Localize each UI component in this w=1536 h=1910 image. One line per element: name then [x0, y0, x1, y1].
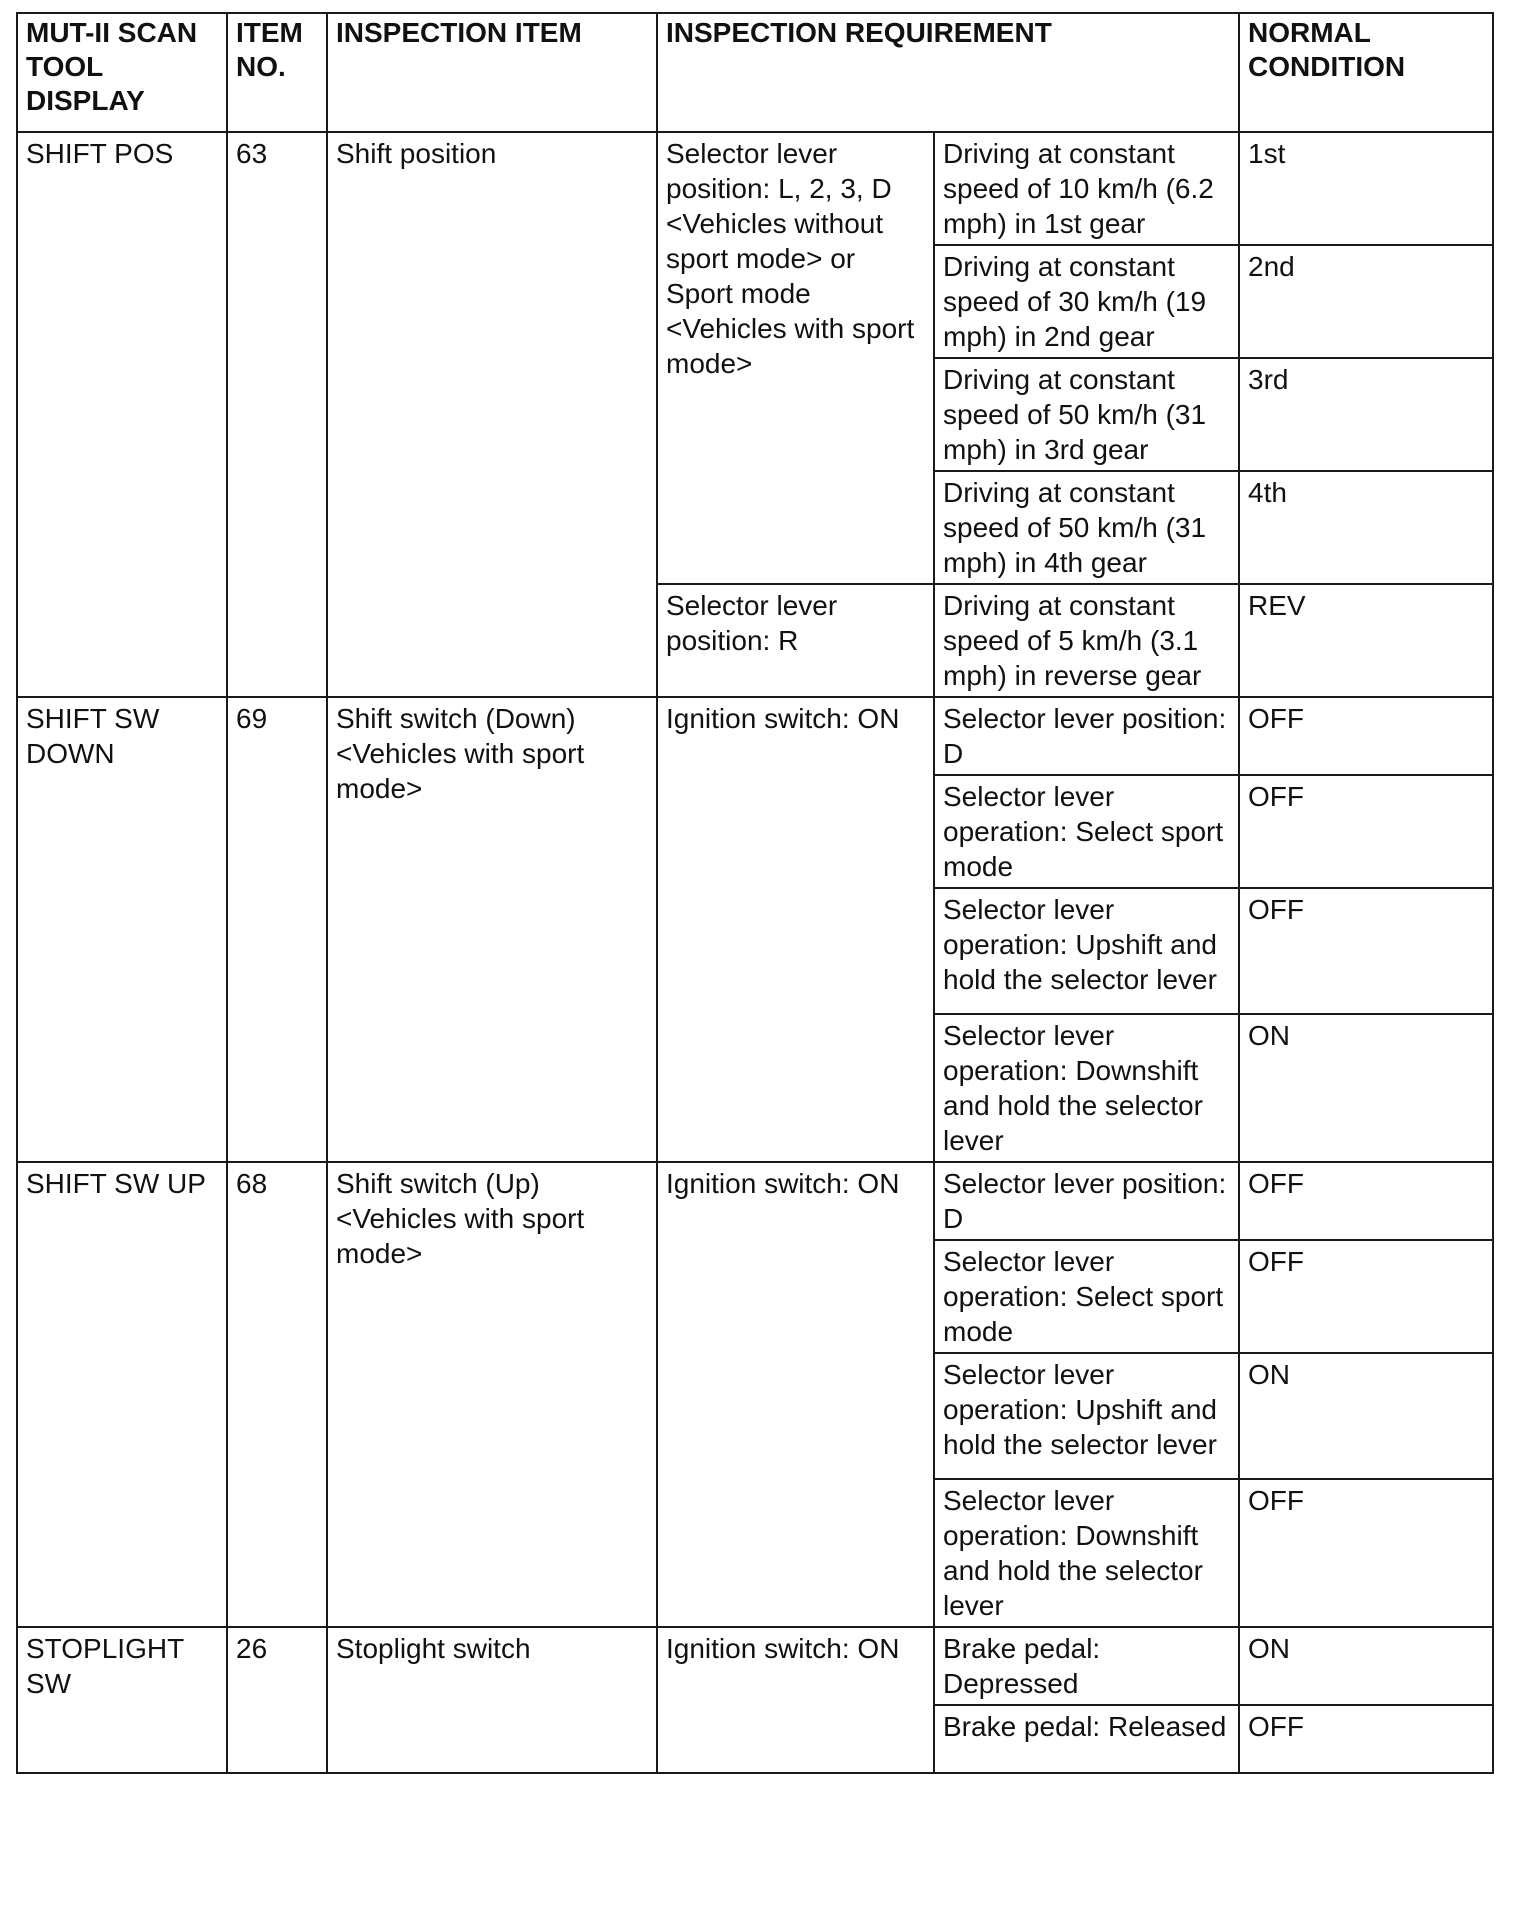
requirement-cell: Selector lever position: R	[657, 584, 934, 697]
table-row	[17, 1162, 1493, 1240]
normal-cell: OFF	[1239, 1705, 1493, 1773]
table-row	[17, 1627, 1493, 1705]
condition-cell: Selector lever position: D	[934, 1162, 1239, 1240]
item-no-cell: 68	[227, 1162, 327, 1627]
condition-cell: Driving at constant speed of 30 km/h (19 mph) in 2nd gear	[934, 245, 1239, 358]
requirement-cell: Ignition switch: ON	[657, 1162, 934, 1627]
inspection-item-cell: Shift position	[327, 132, 657, 697]
header-normal-condition: NORMAL CONDITION	[1239, 13, 1493, 132]
condition-cell: Driving at constant speed of 5 km/h (3.1 mph) in reverse gear	[934, 584, 1239, 697]
condition-cell: Selector lever operation: Downshift and hold the selector lever	[934, 1479, 1239, 1627]
normal-cell: OFF	[1239, 888, 1493, 1014]
condition-cell: Selector lever position: D	[934, 697, 1239, 775]
condition-cell: Selector lever operation: Select sport mode	[934, 1240, 1239, 1353]
normal-cell: OFF	[1239, 1162, 1493, 1240]
condition-cell: Selector lever operation: Downshift and hold the selector lever	[934, 1014, 1239, 1162]
condition-cell: Driving at constant speed of 10 km/h (6.2 mph) in 1st gear	[934, 132, 1239, 245]
header-inspection-item: INSPECTION ITEM	[327, 13, 657, 132]
condition-cell: Brake pedal: Depressed	[934, 1627, 1239, 1705]
item-no-cell: 26	[227, 1627, 327, 1773]
table-row	[17, 697, 1493, 775]
condition-cell: Selector lever operation: Select sport mode	[934, 775, 1239, 888]
inspection-item-cell: Shift switch (Up) <Vehicles with sport mode>	[327, 1162, 657, 1627]
requirement-cell: Ignition switch: ON	[657, 697, 934, 1162]
inspection-table	[16, 12, 1494, 1774]
header-inspection-requirement: INSPECTION REQUIREMENT	[657, 13, 1239, 132]
normal-cell: OFF	[1239, 1479, 1493, 1627]
display-cell: SHIFT POS	[17, 132, 227, 697]
condition-cell: Brake pedal: Released	[934, 1705, 1239, 1773]
normal-cell: ON	[1239, 1014, 1493, 1162]
normal-cell: REV	[1239, 584, 1493, 697]
display-cell: SHIFT SW DOWN	[17, 697, 227, 1162]
requirement-cell: Ignition switch: ON	[657, 1627, 934, 1773]
requirement-cell: Selector lever position: L, 2, 3, D <Vehicles without sport mode> or Sport mode <Vehicles with sport mode>	[657, 132, 934, 584]
inspection-item-cell: Stoplight switch	[327, 1627, 657, 1773]
normal-cell: OFF	[1239, 775, 1493, 888]
condition-cell: Selector lever operation: Upshift and hold the selector lever	[934, 888, 1239, 1014]
table-header-row	[17, 13, 1493, 132]
normal-cell: OFF	[1239, 1240, 1493, 1353]
normal-cell: ON	[1239, 1627, 1493, 1705]
header-display: MUT-II SCAN TOOL DISPLAY	[17, 13, 227, 132]
normal-cell: 2nd	[1239, 245, 1493, 358]
inspection-table-sheet	[16, 12, 1492, 1774]
display-cell: STOPLIGHT SW	[17, 1627, 227, 1773]
table-row	[17, 132, 1493, 245]
header-item-no: ITEM NO.	[227, 13, 327, 132]
condition-cell: Selector lever operation: Upshift and hold the selector lever	[934, 1353, 1239, 1479]
normal-cell: OFF	[1239, 697, 1493, 775]
display-cell: SHIFT SW UP	[17, 1162, 227, 1627]
condition-cell: Driving at constant speed of 50 km/h (31 mph) in 3rd gear	[934, 358, 1239, 471]
item-no-cell: 69	[227, 697, 327, 1162]
normal-cell: 3rd	[1239, 358, 1493, 471]
item-no-cell: 63	[227, 132, 327, 697]
normal-cell: 1st	[1239, 132, 1493, 245]
normal-cell: ON	[1239, 1353, 1493, 1479]
condition-cell: Driving at constant speed of 50 km/h (31 mph) in 4th gear	[934, 471, 1239, 584]
normal-cell: 4th	[1239, 471, 1493, 584]
inspection-item-cell: Shift switch (Down) <Vehicles with sport mode>	[327, 697, 657, 1162]
